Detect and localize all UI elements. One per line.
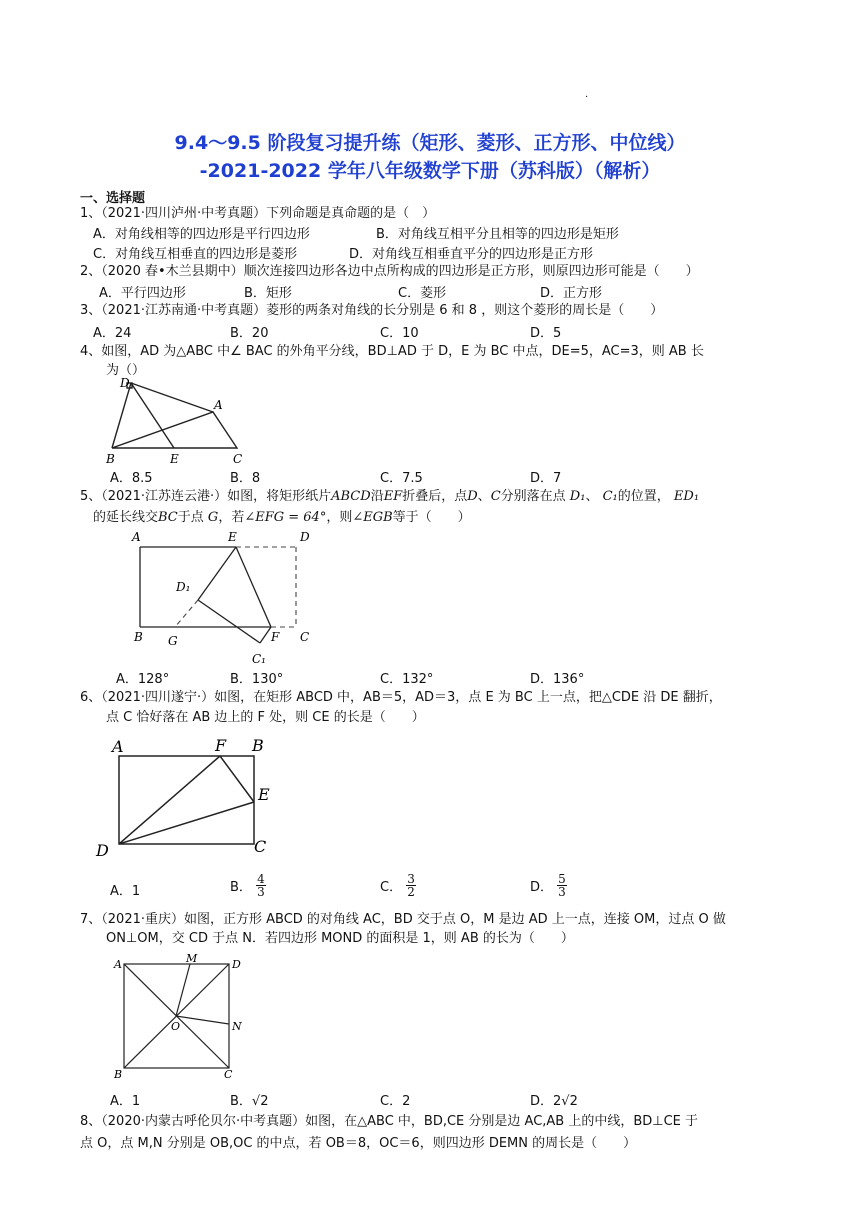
q3-option-b: B．20	[230, 326, 269, 341]
q6-option-b-letter: B．	[230, 880, 252, 895]
q6-label-d: D	[96, 841, 109, 860]
q5-label-a: A	[132, 530, 141, 544]
header-dot: ·	[585, 92, 589, 103]
q4-label-d: D	[120, 376, 130, 390]
q6-label-c: C	[254, 837, 267, 856]
q7-option-c: C．2	[380, 1094, 411, 1109]
q6-option-c-letter: C．	[380, 880, 403, 895]
page-subtitle: -2021-2022 学年八年级数学下册（苏科版）（解析）	[199, 160, 661, 182]
q2-option-a: A．平行四边形	[99, 286, 186, 301]
q7-option-d: D．2√2	[530, 1094, 578, 1109]
q3-option-c: C．10	[380, 326, 419, 341]
q5-label-e: E	[228, 530, 237, 544]
q6-option-c-fraction: $\frac{3}{2}$	[407, 872, 415, 899]
q5-label-f: F	[271, 630, 280, 644]
question-4-stem-line1: 4、如图，AD 为△ABC 中∠ BAC 的外角平分线，BD⊥AD 于 D，E 为 BC 中点，DE=5，AC=3，则 AB 长	[80, 344, 704, 359]
question-8-stem-line1: 8、（2020·内蒙古呼伦贝尔·中考真题）如图，在△ABC 中，BD,CE 分别是边 AC,AB 上的中线，BD⊥CE 于	[80, 1114, 699, 1129]
q4-figure	[100, 374, 250, 466]
q6-label-f: F	[215, 736, 227, 755]
q5-label-d: D	[300, 530, 310, 544]
question-8-stem-line2: 点 O，点 M,N 分别是 OB,OC 的中点，若 OB＝8，OC＝6，则四边形 DEMN 的周长是（ ）	[80, 1136, 637, 1151]
question-6-stem-line1: 6、（2021·四川遂宁·）如图，在矩形 ABCD 中，AB＝5，AD＝3，点 E 为 BC 上一点，把△CDE 沿 DE 翻折，	[80, 690, 722, 705]
question-1-stem: 1、（2021·四川泸州·中考真题）下列命题是真命题的是（ ）	[80, 206, 436, 221]
q4-option-d: D．7	[530, 471, 562, 486]
q6-label-e: E	[258, 785, 270, 804]
q5-option-b: B．130°	[230, 672, 284, 687]
q5-label-c: C	[300, 630, 310, 644]
q7-option-a: A．1	[110, 1094, 141, 1109]
q1-option-b: B．对角线互相平分且相等的四边形是矩形	[376, 227, 619, 242]
q7-label-d: D	[232, 958, 241, 971]
q6-option-b	[230, 873, 266, 898]
question-5-stem-line2: 的延长线交BC于点 G，若∠EFG = 64°，则∠EGB等于（ ）	[93, 510, 471, 525]
q5-label-d1: D₁	[176, 580, 191, 594]
q4-option-c: C．7.5	[380, 471, 423, 486]
q5-option-a: A．128°	[116, 672, 170, 687]
q6-option-d-letter: D．	[530, 880, 554, 895]
q2-option-b: B．矩形	[244, 286, 292, 301]
q6-label-b: B	[252, 736, 264, 755]
section-label: 一、选择题	[80, 191, 146, 206]
q4-label-c: C	[233, 452, 243, 466]
q7-figure	[108, 950, 258, 1084]
question-5-stem-line1: 5、（2021·江苏连云港·）如图，将矩形纸片ABCD沿EF折叠后，点D、C分别落在点 D₁、 C₁的位置， ED₁	[80, 489, 700, 504]
q6-option-a: A．1	[110, 884, 141, 899]
q1-option-d: D．对角线互相垂直平分的四边形是正方形	[349, 247, 594, 262]
q3-option-a: A．24	[93, 326, 132, 341]
question-7-stem-line1: 7、（2021·重庆）如图，正方形 ABCD 的对角线 AC，BD 交于点 O，M 是边 AD 上一点，连接 OM，过点 O 做	[80, 912, 726, 927]
q5-label-b: B	[134, 630, 143, 644]
q6-figure	[92, 732, 282, 860]
question-3-stem: 3、（2021·江苏南通·中考真题）菱形的两条对角线的长分别是 6 和 8 ，则这个菱形的周长是（ ）	[80, 303, 664, 318]
q6-label-a: A	[112, 737, 124, 756]
q2-option-c: C．菱形	[398, 286, 447, 301]
q4-option-a: A．8.5	[110, 471, 153, 486]
q2-option-d: D．正方形	[540, 286, 603, 301]
question-6-stem-line2: 点 C 恰好落在 AB 边上的 F 处，则 CE 的长是（ ）	[106, 710, 425, 725]
q7-label-o: O	[171, 1020, 181, 1033]
q7-label-c: C	[224, 1068, 233, 1081]
q7-label-b: B	[114, 1068, 123, 1081]
q4-label-a: A	[214, 398, 223, 412]
question-2-stem: 2、（2020 春•木兰县期中）顺次连接四边形各边中点所构成的四边形是正方形，则原四边形可能是（ ）	[80, 264, 699, 279]
q6-option-d	[530, 873, 567, 898]
q5-option-d: D．136°	[530, 672, 585, 687]
q4-option-b: B．8	[230, 471, 261, 486]
q3-option-d: D．5	[530, 326, 562, 341]
page-title: 9.4～9.5 阶段复习提升练（矩形、菱形、正方形、中位线）	[174, 132, 686, 154]
q1-option-c: C．对角线互相垂直的四边形是菱形	[93, 247, 298, 262]
q4-label-e: E	[170, 452, 179, 466]
q6-option-c	[380, 873, 416, 898]
q7-label-a: A	[114, 958, 122, 971]
q6-option-b-fraction: $\frac{4}{3}$	[257, 872, 265, 899]
q1-option-a: A．对角线相等的四边形是平行四边形	[93, 227, 310, 242]
q7-label-n: N	[232, 1020, 242, 1033]
q5-label-c1: C₁	[252, 652, 266, 666]
q7-option-b: B．√2	[230, 1094, 269, 1109]
q6-option-d-fraction: $\frac{5}{3}$	[558, 872, 566, 899]
question-7-stem-line2: ON⊥OM，交 CD 于点 N．若四边形 MOND 的面积是 1，则 AB 的长为（ ）	[106, 931, 574, 946]
q5-option-c: C．132°	[380, 672, 434, 687]
q7-label-m: M	[186, 952, 198, 965]
q4-label-b: B	[106, 452, 115, 466]
q5-label-g: G	[168, 634, 178, 648]
q5-figure	[128, 527, 318, 669]
question-4-stem-line2: 为（）	[106, 363, 146, 378]
